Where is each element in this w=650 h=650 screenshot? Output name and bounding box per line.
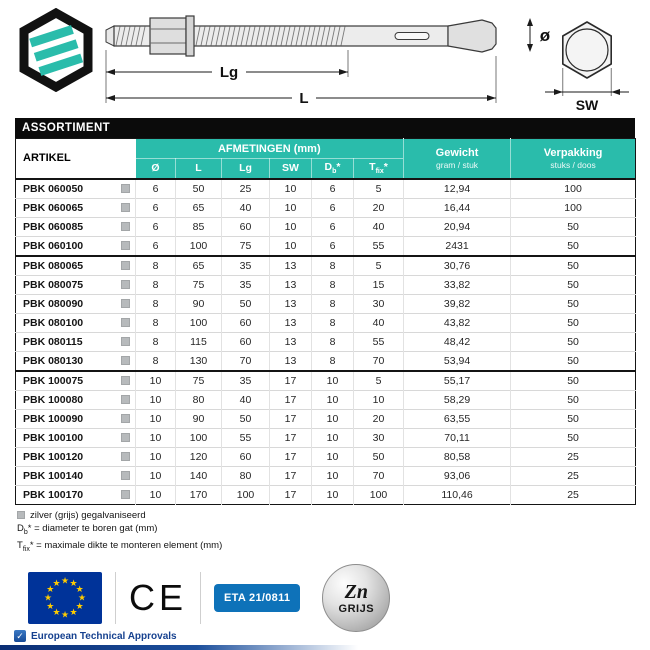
hexagon <box>563 22 611 78</box>
ce-mark: CE <box>129 577 188 618</box>
dimension-value: 6 <box>136 236 176 256</box>
eu-star-icon: ★ <box>52 607 61 618</box>
dimension-value: 10 <box>136 390 176 409</box>
dimension-value: 100 <box>354 485 404 504</box>
table-row <box>16 256 636 276</box>
dimension-value: 10 <box>136 485 176 504</box>
dimension-value: 8 <box>312 351 354 371</box>
dimension-value: 75 <box>176 275 222 294</box>
eu-star-icon: ★ <box>46 601 55 611</box>
finish-swatch-icon <box>121 337 130 346</box>
dimension-value: 10 <box>136 428 176 447</box>
finish-swatch-icon <box>121 222 130 231</box>
verpakking-value: 25 <box>511 485 636 504</box>
finish-swatch-icon <box>121 376 130 385</box>
zinc-badge <box>322 564 390 632</box>
table-row <box>16 485 636 504</box>
dimension-value: 15 <box>354 275 404 294</box>
artikel-code: PBK 100100 <box>23 431 84 444</box>
lg-label: Lg <box>219 64 239 81</box>
gewicht-value: 63,55 <box>404 409 511 428</box>
artikel-cell <box>16 179 136 199</box>
verpakking-value: 25 <box>511 447 636 466</box>
table-row <box>16 351 636 371</box>
verpakking-value: 100 <box>511 179 636 199</box>
dimension-value: 35 <box>222 371 270 391</box>
gewicht-value: 33,82 <box>404 275 511 294</box>
finish-swatch-icon <box>121 395 130 404</box>
dimension-value: 30 <box>354 428 404 447</box>
zinc-label: Zn <box>344 580 368 603</box>
dimension-value: 55 <box>354 332 404 351</box>
gewicht-header <box>404 139 511 179</box>
dimension-value: 60 <box>222 313 270 332</box>
artikel-cell <box>16 332 136 351</box>
dimension-value: 170 <box>176 485 222 504</box>
verpakking-value: 25 <box>511 466 636 485</box>
dimension-value: 17 <box>270 485 312 504</box>
finish-swatch-icon <box>17 511 25 519</box>
table-row <box>16 198 636 217</box>
verpakking-value: 50 <box>511 428 636 447</box>
dimension-value: 10 <box>354 390 404 409</box>
dimension-value: 50 <box>354 447 404 466</box>
dimension-value: 8 <box>136 275 176 294</box>
artikel-code: PBK 080100 <box>23 316 84 329</box>
dimension-value: 130 <box>176 351 222 371</box>
anchor-drawing <box>100 6 518 113</box>
eu-flag-icon <box>28 572 102 624</box>
dimension-value: 8 <box>312 294 354 313</box>
dimension-value: 10 <box>270 179 312 199</box>
dimension-value: 5 <box>354 256 404 276</box>
gewicht-value: 2431 <box>404 236 511 256</box>
dimension-value: 13 <box>270 351 312 371</box>
dimension-value: 8 <box>136 256 176 276</box>
verpakking-value: 50 <box>511 332 636 351</box>
dimension-value: 75 <box>222 236 270 256</box>
dimension-value: 30 <box>354 294 404 313</box>
dimension-value: 13 <box>270 294 312 313</box>
verpakking-value: 50 <box>511 390 636 409</box>
hex-nut <box>150 18 186 54</box>
dimension-value: 10 <box>312 447 354 466</box>
dimension-value: 8 <box>136 294 176 313</box>
verpakking-value: 100 <box>511 198 636 217</box>
artikel-code: PBK 080115 <box>23 335 83 348</box>
dimension-value: 10 <box>312 466 354 485</box>
dimension-value: 13 <box>270 313 312 332</box>
eu-star-icon: ★ <box>69 607 78 618</box>
eu-star-icon: ★ <box>77 592 87 603</box>
verpakking-value: 50 <box>511 371 636 391</box>
dimension-value: 8 <box>312 313 354 332</box>
artikel-cell <box>16 409 136 428</box>
dimension-value: 60 <box>222 217 270 236</box>
dimension-value: 70 <box>222 351 270 371</box>
dimension-value: 17 <box>270 390 312 409</box>
dimension-value: 35 <box>222 256 270 276</box>
dimension-value: 50 <box>222 409 270 428</box>
table-row <box>16 332 636 351</box>
artikel-code: PBK 100075 <box>23 374 84 387</box>
finish-swatch-icon <box>121 203 130 212</box>
artikel-code: PBK 080075 <box>23 278 84 291</box>
table-row <box>16 447 636 466</box>
dimension-value: 100 <box>176 313 222 332</box>
anchor-tip <box>106 26 114 46</box>
dimension-value: 20 <box>354 198 404 217</box>
dimension-value: 40 <box>222 198 270 217</box>
dimension-value: 17 <box>270 409 312 428</box>
verpakking-value: 50 <box>511 217 636 236</box>
artikel-code: PBK 100140 <box>23 469 84 482</box>
dimension-value: 80 <box>176 390 222 409</box>
artikel-cell <box>16 447 136 466</box>
dimension-value: 6 <box>136 179 176 199</box>
gewicht-value: 20,94 <box>404 217 511 236</box>
finish-swatch-icon <box>121 184 130 193</box>
artikel-code: PBK 080130 <box>23 354 84 367</box>
dimension-value: 10 <box>270 217 312 236</box>
artikel-cell <box>16 275 136 294</box>
dimension-value: 10 <box>136 371 176 391</box>
artikel-code: PBK 100170 <box>23 488 84 501</box>
gewicht-value: 43,82 <box>404 313 511 332</box>
gewicht-value: 48,42 <box>404 332 511 351</box>
dimension-value: 13 <box>270 332 312 351</box>
verpakking-sublabel: stuks / doos <box>550 159 596 170</box>
gewicht-value: 16,44 <box>404 198 511 217</box>
eu-star-icon: ★ <box>52 577 61 588</box>
eu-star-icon: ★ <box>60 609 70 620</box>
cone-end <box>448 20 496 52</box>
check-icon: ✓ <box>14 630 26 642</box>
dimension-value: 40 <box>354 217 404 236</box>
artikel-cell <box>16 390 136 409</box>
dimension-value: 140 <box>176 466 222 485</box>
artikel-code: PBK 080090 <box>23 297 84 310</box>
gewicht-value: 80,58 <box>404 447 511 466</box>
sw-label: SW <box>575 97 599 113</box>
dimension-value: 40 <box>354 313 404 332</box>
artikel-cell <box>16 351 136 371</box>
section-title: ASSORTIMENT <box>15 118 635 138</box>
table-row <box>16 409 636 428</box>
washer <box>186 16 194 56</box>
finish-swatch-icon <box>121 414 130 423</box>
verpakking-header <box>511 139 636 179</box>
verpakking-value: 50 <box>511 351 636 371</box>
gewicht-value: 58,29 <box>404 390 511 409</box>
gewicht-value: 70,11 <box>404 428 511 447</box>
dimension-value: 100 <box>222 485 270 504</box>
legend-db: $D_b*$ = diameter te boren gat (mm) <box>17 523 158 536</box>
dimension-value: 8 <box>136 351 176 371</box>
gewicht-label: Gewicht <box>435 146 479 159</box>
zinc-sublabel: GRIJS <box>338 602 375 615</box>
dimension-value: 25 <box>222 179 270 199</box>
dimension-value: 120 <box>176 447 222 466</box>
divider <box>200 572 201 624</box>
dimension-value: 17 <box>270 447 312 466</box>
artikel-header: ARTIKEL <box>16 139 136 179</box>
col-lg: Lg <box>222 159 270 179</box>
col-db: $D_b*$ <box>312 159 354 179</box>
col-diameter: Ø <box>136 159 176 179</box>
eu-star-icon: ★ <box>69 577 78 588</box>
dimension-value: 10 <box>312 428 354 447</box>
finish-swatch-icon <box>121 490 130 499</box>
artikel-cell <box>16 256 136 276</box>
eu-star-icon: ★ <box>75 601 84 611</box>
dimension-value: 10 <box>312 371 354 391</box>
dimension-value: 17 <box>270 466 312 485</box>
artikel-cell <box>16 428 136 447</box>
legend <box>17 509 222 556</box>
clip-slot <box>395 33 429 40</box>
artikel-code: PBK 060050 <box>23 182 84 195</box>
verpakking-label: Verpakking <box>543 146 603 159</box>
dimension-value: 13 <box>270 275 312 294</box>
eta-badge: ETA 21/0811 <box>214 584 300 612</box>
artikel-cell <box>16 294 136 313</box>
dimension-value: 55 <box>354 236 404 256</box>
finish-swatch-icon <box>121 356 130 365</box>
dimension-value: 10 <box>136 466 176 485</box>
dimension-value: 10 <box>270 236 312 256</box>
verpakking-value: 50 <box>511 236 636 256</box>
eta-footer <box>14 630 177 642</box>
dimension-value: 8 <box>312 332 354 351</box>
gewicht-value: 12,94 <box>404 179 511 199</box>
dimension-value: 90 <box>176 294 222 313</box>
dimension-value: 20 <box>354 409 404 428</box>
dimension-value: 10 <box>136 409 176 428</box>
finish-swatch-icon <box>121 241 130 250</box>
nut-top-view <box>523 6 640 113</box>
table-row <box>16 236 636 256</box>
dimension-value: 10 <box>312 485 354 504</box>
brand-logo-icon <box>12 8 100 92</box>
verpakking-value: 50 <box>511 409 636 428</box>
verpakking-value: 50 <box>511 313 636 332</box>
artikel-cell <box>16 217 136 236</box>
dimension-value: 50 <box>176 179 222 199</box>
finish-swatch-icon <box>121 299 130 308</box>
gewicht-value: 93,06 <box>404 466 511 485</box>
table-row <box>16 179 636 199</box>
table-row <box>16 313 636 332</box>
dimension-value: 6 <box>136 217 176 236</box>
dimension-value: 8 <box>312 275 354 294</box>
verpakking-value: 50 <box>511 275 636 294</box>
dimension-value: 90 <box>176 409 222 428</box>
dimension-value: 55 <box>222 428 270 447</box>
artikel-code: PBK 060065 <box>23 201 84 214</box>
dimension-value: 13 <box>270 256 312 276</box>
legend-finish: zilver (grijs) gegalvaniseerd <box>17 509 222 522</box>
artikel-code: PBK 100080 <box>23 393 84 406</box>
dimension-value: 100 <box>176 236 222 256</box>
table-row <box>16 428 636 447</box>
artikel-code: PBK 080065 <box>23 259 84 272</box>
bottom-accent-bar <box>0 645 358 650</box>
dimension-value: 85 <box>176 217 222 236</box>
artikel-cell <box>16 485 136 504</box>
dimension-value: 50 <box>222 294 270 313</box>
dimension-value: 17 <box>270 428 312 447</box>
table-row <box>16 217 636 236</box>
assortiment-table <box>15 138 636 505</box>
artikel-code: PBK 100120 <box>23 450 84 463</box>
finish-swatch-icon <box>121 318 130 327</box>
dimension-value: 8 <box>312 256 354 276</box>
dimension-value: 6 <box>312 236 354 256</box>
eu-star-icon: ★ <box>60 575 70 586</box>
artikel-cell <box>16 371 136 391</box>
dimension-value: 60 <box>222 332 270 351</box>
artikel-code: PBK 100090 <box>23 412 84 425</box>
artikel-cell <box>16 198 136 217</box>
eu-star-icon: ★ <box>43 592 53 603</box>
dimension-value: 8 <box>136 332 176 351</box>
dimension-value: 65 <box>176 198 222 217</box>
artikel-cell <box>16 236 136 256</box>
finish-swatch-icon <box>121 471 130 480</box>
dimension-value: 10 <box>270 198 312 217</box>
dimension-value: 65 <box>176 256 222 276</box>
dimension-value: 10 <box>136 447 176 466</box>
table-row <box>16 390 636 409</box>
dimension-value: 35 <box>222 275 270 294</box>
diameter-label: ø <box>539 26 551 45</box>
dimension-value: 6 <box>136 198 176 217</box>
dimension-value: 100 <box>176 428 222 447</box>
afmetingen-header: AFMETINGEN (mm) <box>136 139 404 159</box>
table-body <box>16 179 636 505</box>
verpakking-value: 50 <box>511 256 636 276</box>
certifications <box>28 562 390 634</box>
table-row <box>16 275 636 294</box>
dimension-value: 5 <box>354 179 404 199</box>
gewicht-value: 53,94 <box>404 351 511 371</box>
dimension-value: 17 <box>270 371 312 391</box>
dimension-value: 10 <box>312 390 354 409</box>
gewicht-value: 55,17 <box>404 371 511 391</box>
table-row <box>16 371 636 391</box>
l-label: L <box>299 90 309 107</box>
gewicht-value: 30,76 <box>404 256 511 276</box>
dimension-value: 70 <box>354 466 404 485</box>
col-sw: SW <box>270 159 312 179</box>
eu-star-icon: ★ <box>75 584 84 594</box>
finish-swatch-icon <box>121 452 130 461</box>
gewicht-sublabel: gram / stuk <box>436 159 479 170</box>
artikel-code: PBK 060100 <box>23 239 84 252</box>
dimension-value: 6 <box>312 198 354 217</box>
dimension-value: 70 <box>354 351 404 371</box>
artikel-cell <box>16 313 136 332</box>
legend-tfix: $T_{fix}*$ = maximale dikte te monteren element (mm) <box>17 539 223 553</box>
col-tfix: $T_{fix}*$ <box>354 159 404 179</box>
dimension-value: 40 <box>222 390 270 409</box>
eu-star-icon: ★ <box>46 584 55 594</box>
dimension-value: 8 <box>136 313 176 332</box>
artikel-code: PBK 060085 <box>23 220 84 233</box>
gewicht-value: 39,82 <box>404 294 511 313</box>
table-row <box>16 294 636 313</box>
gewicht-value: 110,46 <box>404 485 511 504</box>
col-l: L <box>176 159 222 179</box>
dimension-value: 75 <box>176 371 222 391</box>
finish-swatch-icon <box>121 280 130 289</box>
dimension-value: 60 <box>222 447 270 466</box>
finish-swatch-icon <box>121 433 130 442</box>
finish-swatch-icon <box>121 261 130 270</box>
table-row <box>16 466 636 485</box>
artikel-cell <box>16 466 136 485</box>
eta-footer-label: European Technical Approvals <box>31 630 177 642</box>
verpakking-value: 50 <box>511 294 636 313</box>
dimension-value: 5 <box>354 371 404 391</box>
dimension-value: 10 <box>312 409 354 428</box>
divider <box>115 572 116 624</box>
dimension-value: 6 <box>312 217 354 236</box>
dimension-value: 115 <box>176 332 222 351</box>
dimension-value: 6 <box>312 179 354 199</box>
dimension-value: 80 <box>222 466 270 485</box>
